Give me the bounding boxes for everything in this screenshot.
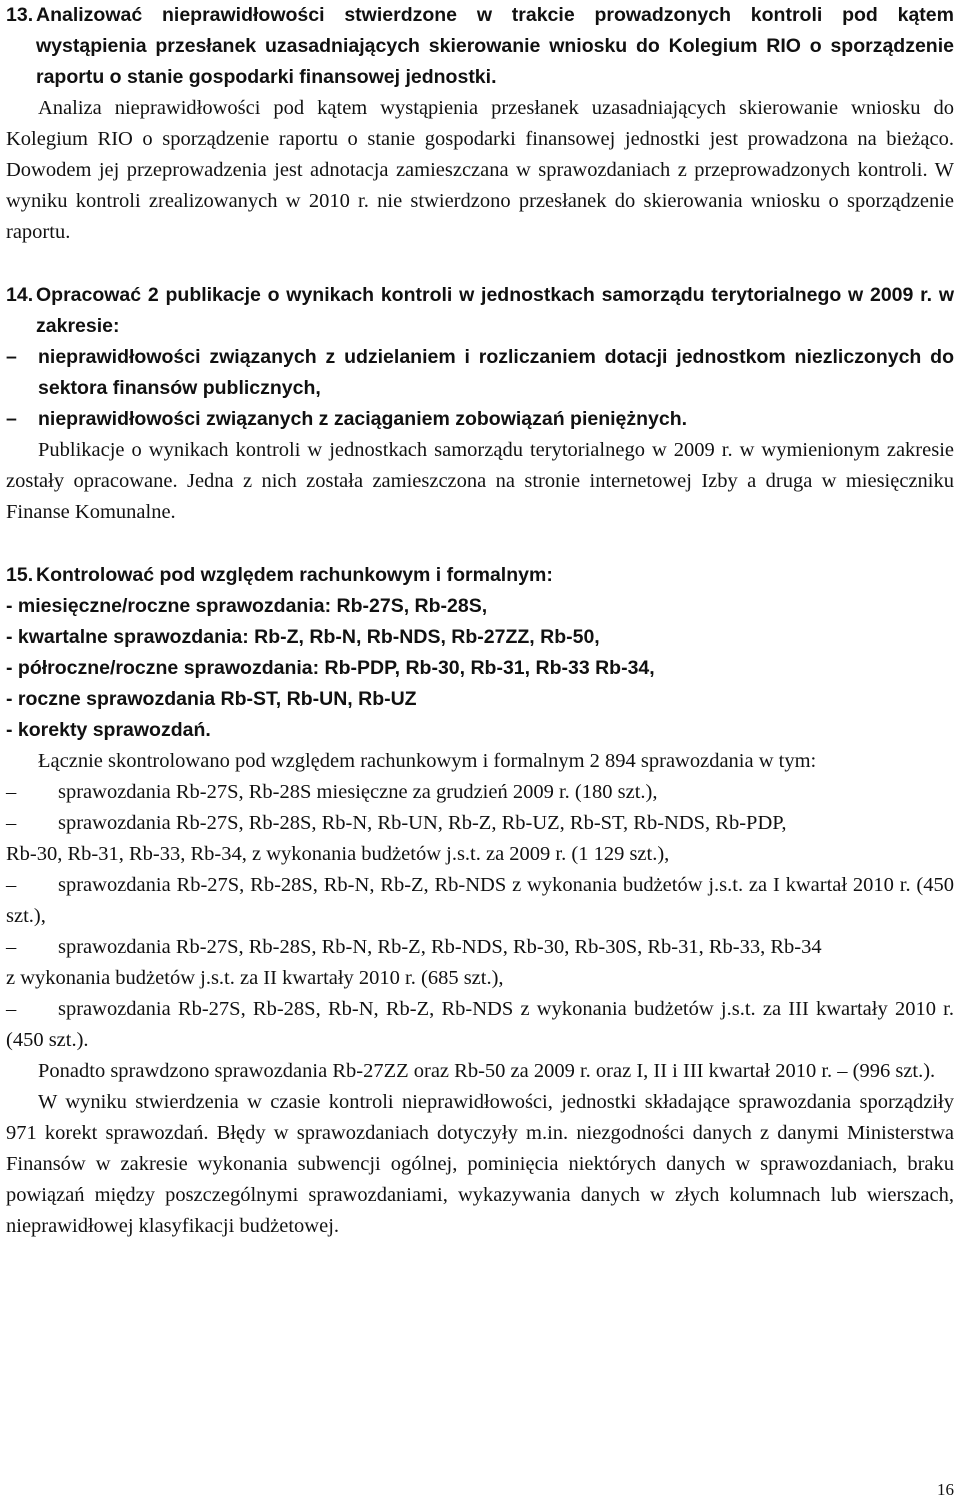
list-item <box>6 777 954 808</box>
list-item-text: nieprawidłowości związanych z udzielaniem i rozliczaniem dotacji jednostkom niezliczonych do sektora finansów publicznych, <box>38 346 954 399</box>
list-item-text: sprawozdania Rb-27S, Rb-28S miesięczne za grudzień 2009 r. (180 szt.), <box>58 781 658 803</box>
list-item: - półroczne/roczne sprawozdania: Rb-PDP, Rb-30, Rb-31, Rb-33 Rb-34, <box>6 657 655 679</box>
section-13-title: Analizować nieprawidłowości stwierdzone w trakcie prowadzonych kontroli pod kątem wystąpienia przesłanek uzasadniających skierowanie wniosku do Kolegium RIO o sporządzenie raportu o stanie gospodarki finansowej jednostki. <box>36 4 954 88</box>
list-item <box>6 839 954 870</box>
spacer <box>6 528 954 560</box>
list-item-text: z wykonania budżetów j.s.t. za II kwartały 2010 r. (685 szt.), <box>6 967 504 989</box>
list-item <box>6 342 954 404</box>
list-item-text: sprawozdania Rb-27S, Rb-28S, Rb-N, Rb-Z, Rb-NDS, Rb-30, Rb-30S, Rb-31, Rb-33, Rb-34 <box>58 936 822 958</box>
section-13 <box>6 0 954 248</box>
section-13-body: Analiza nieprawidłowości pod kątem wystąpienia przesłanek uzasadniających skierowanie wniosku do Kolegium RIO o sporządzenie raportu o stanie gospodarki finansowej jednostki jest prowadzona na bieżąco. Dowodem jej przeprowadzenia jest adnotacja zamieszczana w sprawozdaniach z przeprowadzonych kontroli. W wyniku kontroli zrealizowanych w 2010 r. nie stwierdzono przesłanek do skierowania wniosku o sporządzenie raportu. <box>6 97 954 243</box>
section-15-heading <box>6 560 954 591</box>
list-item <box>6 808 954 839</box>
list-item-text: Rb-30, Rb-31, Rb-33, Rb-34, z wykonania budżetów j.s.t. za 2009 r. (1 129 szt.), <box>6 843 670 865</box>
section-14-body: Publikacje o wynikach kontroli w jednostkach samorządu terytorialnego w 2009 r. w wymienionym zakresie zostały opracowane. Jedna z nich została zamieszczona na stronie internetowej Izby a druga w miesięczniku Finanse Komunalne. <box>6 439 954 523</box>
list-item: - roczne sprawozdania Rb-ST, Rb-UN, Rb-UZ <box>6 688 417 710</box>
dash-bullet: – <box>6 408 17 430</box>
section-13-heading <box>6 0 954 93</box>
list-item: - korekty sprawozdań. <box>6 719 211 741</box>
list-item <box>6 932 954 963</box>
list-item-text: sprawozdania Rb-27S, Rb-28S, Rb-N, Rb-Z, Rb-NDS z wykonania budżetów j.s.t. za III kwartały 2010 r. (450 szt.). <box>6 998 954 1051</box>
dash-bullet: – <box>6 781 17 803</box>
list-item: - kwartalne sprawozdania: Rb-Z, Rb-N, Rb-NDS, Rb-27ZZ, Rb-50, <box>6 626 600 648</box>
section-14-title-tail: w zakresie: <box>36 284 954 337</box>
dash-bullet: – <box>6 346 17 368</box>
spacer <box>6 248 954 280</box>
section-14-title: Opracować 2 publikacje o wynikach kontroli w jednostkach samorządu terytorialnego w 2009 r. <box>36 284 933 306</box>
list-item <box>6 994 954 1056</box>
section-15-number: 15. <box>6 564 34 586</box>
section-14-number: 14. <box>6 284 34 306</box>
section-15-dash-list <box>6 777 954 1056</box>
list-item-text: nieprawidłowości związanych z zaciąganiem zobowiązań pieniężnych. <box>38 408 688 430</box>
section-15 <box>6 560 954 1242</box>
section-15-result: W wyniku stwierdzenia w czasie kontroli nieprawidłowości, jednostki składające sprawozdania sporządziły 971 korekt sprawozdań. Błędy w sprawozdaniach dotyczyły m.in. niezgodności danych z danymi Ministerstwa Finansów w zakresie wykonania subwencji ogólnej, pominięcia niektórych danych w sprawozdaniach, braku powiązań między poszczególnymi sprawozdaniami, wykazywania danych w złych kolumnach lub wierszach, nieprawidłowej klasyfikacji budżetowej. <box>6 1091 954 1237</box>
section-14-title-wrap <box>36 280 954 342</box>
dash-bullet: – <box>6 874 17 896</box>
section-15-summary: Łącznie skontrolowano pod względem rachunkowym i formalnym 2 894 sprawozdania w tym: <box>38 750 817 772</box>
section-15-title: Kontrolować pod względem rachunkowym i formalnym: <box>36 564 553 586</box>
list-item <box>6 870 954 932</box>
dash-bullet: – <box>6 812 17 834</box>
section-14-dash-list <box>6 342 954 435</box>
list-item <box>6 404 954 435</box>
section-15-report-list <box>6 591 954 746</box>
list-item-text: sprawozdania Rb-27S, Rb-28S, Rb-N, Rb-Z, Rb-NDS z wykonania budżetów j.s.t. za I kwartał 2010 r. (450 szt.), <box>6 874 954 927</box>
section-14-heading <box>6 280 954 342</box>
page-number: 16 <box>937 1480 954 1499</box>
section-15-extra: Ponadto sprawdzono sprawozdania Rb-27ZZ oraz Rb-50 za 2009 r. oraz I, II i III kwartał 2010 r. – (996 szt.). <box>38 1060 936 1082</box>
list-item <box>6 963 954 994</box>
dash-bullet: – <box>6 998 17 1020</box>
section-14 <box>6 280 954 528</box>
section-13-number: 13. <box>6 4 34 26</box>
list-item-text: sprawozdania Rb-27S, Rb-28S, Rb-N, Rb-UN, Rb-Z, Rb-UZ, Rb-ST, Rb-NDS, Rb-PDP, <box>58 812 787 834</box>
document-page <box>6 0 954 1242</box>
list-item: - miesięczne/roczne sprawozdania: Rb-27S, Rb-28S, <box>6 595 488 617</box>
dash-bullet: – <box>6 936 17 958</box>
